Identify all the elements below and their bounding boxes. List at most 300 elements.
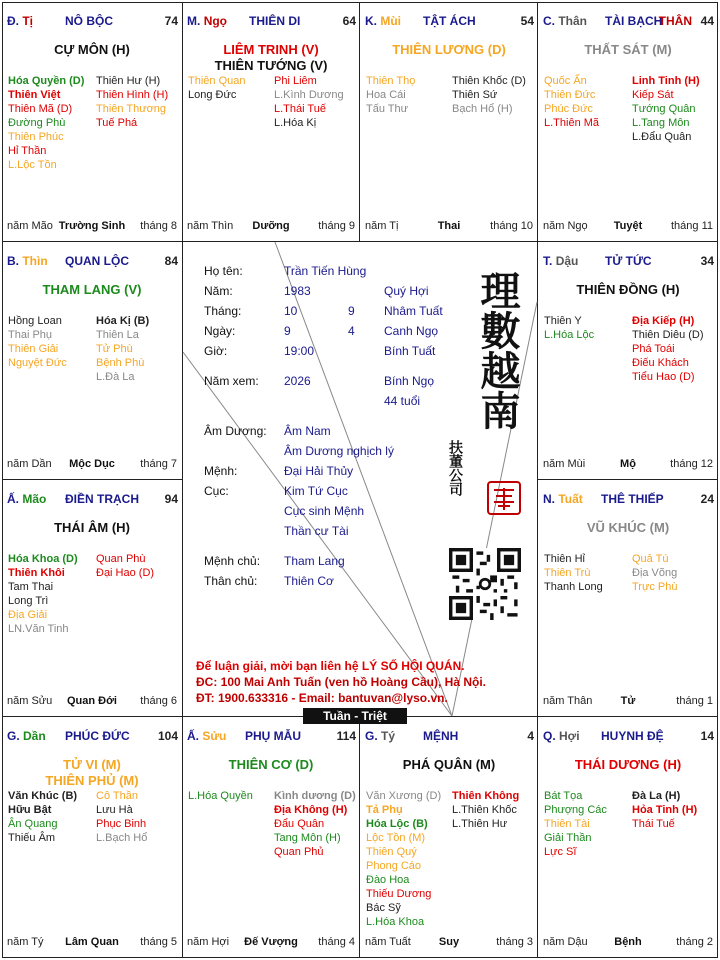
palace-ty bbox=[360, 717, 538, 958]
star-item: Đẩu Quân bbox=[274, 818, 325, 830]
palace-stem-code: N. bbox=[543, 492, 555, 506]
amduong-value: Âm Nam bbox=[284, 424, 331, 438]
star-item: L.Đà La bbox=[96, 371, 135, 383]
star-item: Tả Phụ bbox=[366, 804, 403, 816]
star-item: Thiên Đức bbox=[544, 89, 596, 101]
menh-label: Mệnh: bbox=[204, 464, 238, 478]
star-item: Thiên Khốc (D) bbox=[452, 75, 526, 87]
palace-stem bbox=[7, 729, 46, 743]
palace-branch: Mão bbox=[22, 492, 47, 506]
month-label: tháng 12 bbox=[670, 458, 713, 470]
star-item: Tấu Thư bbox=[366, 103, 409, 115]
hour-canchi: Bính Tuất bbox=[384, 344, 436, 358]
star-item: Bệnh Phù bbox=[96, 357, 145, 369]
star-item: Thiên Hư (H) bbox=[96, 75, 161, 87]
star-item: Thiên Hình (H) bbox=[96, 89, 169, 101]
star-item: Thiên Diêu (D) bbox=[632, 329, 704, 341]
palace-footer bbox=[543, 936, 713, 950]
palace-stem-code: Đ. bbox=[7, 14, 19, 28]
star-item: Tiểu Hao (D) bbox=[632, 371, 695, 383]
palace-ti bbox=[2, 2, 182, 242]
palace-name: HUYNH ĐỆ bbox=[601, 729, 664, 743]
star-item: Phượng Các bbox=[544, 804, 607, 816]
star-item: Hồng Loan bbox=[8, 315, 62, 327]
palace-name: MỆNH bbox=[423, 729, 459, 743]
stars-right bbox=[632, 314, 704, 384]
stars-left bbox=[544, 314, 594, 342]
star-item: Quốc Ấn bbox=[544, 75, 587, 87]
star-item: Hóa Quyền (D) bbox=[8, 75, 85, 87]
contact-line-1: Để luận giải, mời bạn liên hệ LÝ SỐ HỘI QUÁN. bbox=[196, 659, 465, 673]
star-item: Bác Sỹ bbox=[366, 902, 401, 914]
month-label: tháng 2 bbox=[676, 936, 713, 948]
stars-left bbox=[188, 789, 253, 803]
palace-branch: Tị bbox=[22, 14, 34, 28]
stars-left bbox=[366, 789, 441, 929]
star-item: Thiên Trù bbox=[544, 567, 591, 579]
palace-name: PHỤ MẪU bbox=[245, 729, 301, 743]
palace-footer bbox=[7, 220, 177, 234]
star-item: Điếu Khách bbox=[632, 357, 689, 369]
star-item: Long Trì bbox=[8, 595, 49, 607]
star-item: L.Thiên Khốc bbox=[452, 804, 517, 816]
star-item: L.Tang Môn bbox=[632, 117, 690, 129]
palace-header bbox=[7, 492, 178, 508]
life-stage: Tử bbox=[620, 695, 636, 707]
age-value: 44 tuổi bbox=[384, 394, 421, 408]
star-item: Bát Tọa bbox=[544, 790, 583, 802]
star-item: Địa Giải bbox=[8, 609, 48, 621]
calligraphy-logo bbox=[468, 270, 521, 446]
life-stage: Suy bbox=[438, 936, 460, 948]
palace-branch: Mùi bbox=[380, 14, 402, 28]
star-item: Địa Kiếp (H) bbox=[632, 315, 695, 327]
month-label: tháng 11 bbox=[670, 220, 713, 232]
palace-footer bbox=[187, 936, 355, 950]
palace-name: TỬ TỨC bbox=[605, 254, 652, 268]
year-label: năm Thân bbox=[543, 695, 593, 707]
stars-left bbox=[188, 74, 245, 102]
palace-mao bbox=[2, 480, 182, 717]
life-stage: Trường Sinh bbox=[58, 220, 126, 232]
main-star: TỬ VI (M) bbox=[63, 757, 121, 772]
star-item: Tướng Quân bbox=[632, 103, 696, 115]
palace-header bbox=[7, 14, 178, 30]
palace-stem bbox=[543, 14, 587, 28]
main-star: THẤT SÁT (M) bbox=[584, 42, 672, 57]
palace-header bbox=[365, 729, 534, 745]
star-item: Hữu Bật bbox=[8, 804, 52, 816]
star-item: Tử Phù bbox=[96, 343, 133, 355]
stars-left bbox=[8, 314, 67, 370]
year-label: năm Tuất bbox=[365, 936, 411, 948]
palace-stem-code: G. bbox=[365, 729, 378, 743]
star-item: Đại Hao (D) bbox=[96, 567, 155, 579]
main-star: THIÊN TƯỚNG (V) bbox=[214, 58, 328, 73]
month-label: tháng 7 bbox=[140, 458, 177, 470]
stars-left bbox=[366, 74, 415, 116]
star-item: Cô Thần bbox=[96, 790, 138, 802]
palace-number: 64 bbox=[342, 14, 356, 28]
star-item: Long Đức bbox=[188, 89, 237, 101]
day-solar: 9 bbox=[284, 324, 291, 338]
palace-stem bbox=[7, 254, 48, 268]
palace-stem-code: T. bbox=[543, 254, 553, 268]
stars-left bbox=[8, 552, 78, 636]
palace-number: 84 bbox=[164, 254, 178, 268]
palace-header bbox=[7, 729, 178, 745]
day-lunar: 4 bbox=[348, 324, 355, 338]
palace-name: QUAN LỘC bbox=[65, 254, 129, 268]
star-item: Thiên Không bbox=[452, 790, 520, 802]
view-year-value: 2026 bbox=[284, 374, 311, 388]
month-label: tháng 10 bbox=[490, 220, 533, 232]
palace-number: 54 bbox=[520, 14, 534, 28]
amduong-note: Âm Dương nghịch lý bbox=[284, 444, 394, 458]
palace-stem bbox=[365, 729, 395, 743]
palace-footer bbox=[543, 695, 713, 709]
star-item: Lực Sĩ bbox=[544, 846, 577, 858]
palace-footer bbox=[543, 458, 713, 472]
palace-suu bbox=[182, 717, 360, 958]
star-item: L.Thiên Mã bbox=[544, 117, 600, 129]
cuc-value: Kim Tứ Cục bbox=[284, 484, 348, 498]
main-star: VŨ KHÚC (M) bbox=[586, 520, 670, 535]
month-label: tháng 1 bbox=[676, 695, 713, 707]
palace-name: THÊ THIẾP bbox=[601, 492, 664, 506]
stars-left bbox=[8, 74, 84, 172]
palace-footer bbox=[7, 695, 177, 709]
view-year-canchi: Bính Ngọ bbox=[384, 374, 435, 388]
palace-thin bbox=[2, 242, 182, 480]
name-label: Họ tên: bbox=[204, 264, 243, 278]
life-stage: Tuyệt bbox=[613, 220, 643, 232]
star-item: Hỉ Thần bbox=[8, 145, 47, 157]
palace-number: 4 bbox=[527, 729, 534, 743]
palace-stem-code: M. bbox=[187, 14, 201, 28]
star-item: L.Hóa Khoa bbox=[366, 916, 425, 928]
star-item: L.Kình Dương bbox=[274, 89, 344, 101]
star-item: L.Thái Tuế bbox=[274, 103, 326, 115]
palace-name: NÔ BỘC bbox=[65, 14, 113, 28]
star-item: Quả Tú bbox=[632, 553, 669, 565]
palace-hoi bbox=[538, 717, 718, 958]
palace-stem-code: G. bbox=[7, 729, 20, 743]
year-label: năm Mão bbox=[7, 220, 53, 232]
palace-stem-code: Ấ. bbox=[7, 492, 19, 506]
star-item: Thai Phụ bbox=[8, 329, 53, 341]
star-item: Thiên Quý bbox=[366, 846, 417, 858]
main-star: THIÊN PHỦ (M) bbox=[45, 773, 139, 788]
palace-header bbox=[543, 729, 714, 745]
cuc-note1: Cục sinh Mệnh bbox=[284, 504, 365, 518]
palace-number: 114 bbox=[336, 729, 356, 743]
star-item: Ân Quang bbox=[8, 818, 58, 830]
palace-branch: Dần bbox=[23, 729, 46, 743]
star-item: Phong Cáo bbox=[366, 860, 422, 872]
star-item: Thái Tuế bbox=[632, 818, 675, 830]
star-item: Hoa Cái bbox=[366, 89, 406, 101]
palace-branch: Thân bbox=[558, 14, 588, 28]
month-label: tháng 8 bbox=[140, 220, 177, 232]
palace-number: 104 bbox=[157, 729, 178, 743]
star-item: Kình dương (D) bbox=[274, 790, 356, 802]
amduong-label: Âm Dương: bbox=[204, 424, 267, 438]
palace-number: 74 bbox=[164, 14, 178, 28]
star-item: Đào Hoa bbox=[366, 874, 410, 886]
seal-small-text: 扶董公司 bbox=[447, 440, 463, 496]
star-item: Thiên Giải bbox=[8, 343, 59, 355]
than-marker: THÂN bbox=[658, 14, 692, 28]
palace-footer bbox=[365, 220, 533, 234]
menh-value: Đại Hải Thủy bbox=[284, 464, 354, 478]
palace-stem bbox=[7, 492, 46, 506]
year-label: năm Dậu bbox=[543, 936, 588, 948]
star-item: Trực Phù bbox=[632, 581, 678, 593]
palace-name: ĐIỀN TRẠCH bbox=[65, 492, 139, 506]
palace-stem bbox=[543, 729, 580, 743]
main-star: THIÊN ĐỒNG (H) bbox=[576, 282, 680, 297]
stars-right bbox=[632, 789, 697, 831]
palace-stem bbox=[187, 729, 226, 743]
star-item: Hóa Kị (B) bbox=[96, 315, 150, 327]
life-stage: Mộ bbox=[620, 458, 636, 470]
stars-right bbox=[274, 74, 344, 130]
palace-header bbox=[187, 729, 356, 745]
life-stage: Lâm Quan bbox=[65, 936, 119, 948]
year-label: năm Sửu bbox=[7, 695, 53, 707]
life-stage: Mộc Dục bbox=[69, 458, 115, 470]
star-item: Tang Môn (H) bbox=[274, 832, 341, 844]
star-item: Giải Thần bbox=[544, 832, 592, 844]
stars-right bbox=[96, 552, 154, 580]
life-stage: Đế Vượng bbox=[244, 936, 298, 948]
month-solar: 10 bbox=[284, 304, 298, 318]
main-star: THÁI DƯƠNG (H) bbox=[574, 757, 682, 772]
name-value: Trần Tiến Hùng bbox=[284, 264, 367, 278]
palace-branch: Thìn bbox=[22, 254, 48, 268]
star-item: Thanh Long bbox=[544, 581, 603, 593]
red-seal-icon bbox=[486, 480, 522, 516]
palace-number: 44 bbox=[700, 14, 714, 28]
palace-mui bbox=[360, 2, 538, 242]
star-item: LN.Văn Tinh bbox=[8, 623, 69, 635]
palace-name: THIÊN DI bbox=[249, 14, 301, 28]
palace-than bbox=[538, 2, 718, 242]
main-star: THIÊN LƯƠNG (D) bbox=[392, 42, 506, 57]
star-item: Linh Tinh (H) bbox=[632, 75, 700, 87]
palace-footer bbox=[7, 458, 177, 472]
cuc-label: Cục: bbox=[204, 484, 229, 498]
menh-chu-value: Tham Lang bbox=[284, 554, 345, 568]
palace-stem bbox=[543, 492, 583, 506]
month-lunar: 9 bbox=[348, 304, 355, 318]
star-item: Thiên Hỉ bbox=[544, 553, 585, 565]
tuan-triet-label: Tuần - Triệt bbox=[303, 708, 407, 724]
palace-branch: Sửu bbox=[202, 729, 227, 743]
seal-text bbox=[446, 440, 464, 501]
year-label: năm Tý bbox=[7, 936, 44, 948]
palace-branch: Tuất bbox=[558, 492, 583, 506]
palace-header bbox=[365, 14, 534, 30]
star-item: L.Đẩu Quân bbox=[632, 131, 692, 143]
star-item: Thiên Y bbox=[544, 315, 582, 327]
main-star: LIÊM TRINH (V) bbox=[223, 42, 319, 57]
star-item: Văn Xương (D) bbox=[366, 790, 442, 802]
star-item: L.Lộc Tồn bbox=[8, 159, 57, 171]
star-item: Quan Phù bbox=[96, 553, 146, 565]
life-stage: Dưỡng bbox=[252, 220, 290, 232]
contact-line-3: ĐT: 1900.633316 - Email: bantuvan@lyso.vn. bbox=[196, 691, 448, 705]
cuc-note2: Thần cư Tài bbox=[284, 524, 349, 538]
star-item: Địa Võng bbox=[632, 567, 678, 579]
star-item: Thiên La bbox=[96, 329, 139, 341]
palace-branch: Tý bbox=[381, 729, 396, 743]
life-stage: Quan Đới bbox=[67, 695, 117, 707]
palace-stem bbox=[7, 14, 33, 28]
star-item: Bạch Hổ (H) bbox=[452, 103, 513, 115]
palace-name: TÀI BẠCH bbox=[605, 14, 663, 28]
star-item: Kiếp Sát bbox=[632, 89, 674, 101]
star-item: Tam Thai bbox=[8, 581, 54, 593]
month-label: tháng 4 bbox=[318, 936, 355, 948]
life-stage: Bệnh bbox=[614, 936, 642, 948]
star-item: Đường Phù bbox=[8, 117, 66, 129]
than-chu-value: Thiên Cơ bbox=[284, 574, 334, 588]
star-item: Thiên Tài bbox=[544, 818, 590, 830]
than-chu-label: Thân chủ: bbox=[204, 574, 258, 588]
palace-footer bbox=[543, 220, 713, 234]
star-item: Thiên Khôi bbox=[8, 567, 65, 579]
star-item: Hóa Khoa (D) bbox=[8, 553, 78, 565]
palace-stem bbox=[365, 14, 401, 28]
palace-tuat bbox=[538, 480, 718, 717]
palace-number: 24 bbox=[700, 492, 714, 506]
star-item: Thiên Thọ bbox=[366, 75, 416, 87]
palace-ngo bbox=[182, 2, 360, 242]
star-item: L.Hóa Quyền bbox=[188, 790, 253, 802]
star-item: Thiên Việt bbox=[8, 89, 61, 101]
year-label: năm Thìn bbox=[187, 220, 234, 232]
palace-header bbox=[187, 14, 356, 30]
hour-label: Giờ: bbox=[204, 344, 228, 358]
view-year-label: Năm xem: bbox=[204, 374, 259, 388]
stars-right bbox=[96, 314, 149, 384]
month-canchi: Nhâm Tuất bbox=[384, 304, 443, 318]
palace-stem-code: K. bbox=[365, 14, 377, 28]
year-label: năm Tị bbox=[365, 220, 399, 232]
calligraphy-text: 理數越南 bbox=[474, 270, 521, 430]
stars-left bbox=[544, 552, 603, 594]
star-item: Thiên Sứ bbox=[452, 89, 498, 101]
star-item: Văn Khúc (B) bbox=[8, 790, 78, 802]
main-star: PHÁ QUÂN (M) bbox=[402, 757, 496, 772]
palace-header bbox=[543, 492, 714, 508]
year-label: năm Ngọ bbox=[543, 220, 588, 232]
star-item: Thiên Phúc bbox=[8, 131, 64, 143]
star-item: Phi Liêm bbox=[274, 75, 317, 87]
star-item: Quan Phủ bbox=[274, 846, 324, 858]
stars-right bbox=[96, 74, 168, 130]
main-star: THIÊN CƠ (D) bbox=[228, 757, 314, 772]
star-item: Tuế Phá bbox=[96, 117, 138, 129]
main-star: THÁI ÂM (H) bbox=[54, 520, 130, 535]
palace-name: TẬT ÁCH bbox=[423, 14, 476, 28]
star-item: Nguyệt Đức bbox=[8, 357, 67, 369]
palace-stem bbox=[543, 254, 578, 268]
palace-header bbox=[543, 254, 714, 270]
month-label: tháng 6 bbox=[140, 695, 177, 707]
day-canchi: Canh Ngọ bbox=[384, 324, 439, 338]
hour-value: 19:00 bbox=[284, 344, 315, 358]
palace-footer bbox=[7, 936, 177, 950]
palace-number: 34 bbox=[700, 254, 714, 268]
star-item: Hóa Lộc (B) bbox=[366, 818, 428, 830]
stars-right bbox=[452, 74, 526, 116]
star-item: Phục Binh bbox=[96, 818, 147, 830]
star-item: Thiếu Dương bbox=[366, 888, 432, 900]
menh-chu-label: Mệnh chủ: bbox=[204, 554, 261, 568]
main-star: THAM LANG (V) bbox=[42, 282, 142, 297]
star-item: L.Hóa Lộc bbox=[544, 329, 595, 341]
palace-dau bbox=[538, 242, 718, 480]
star-item: Phúc Đức bbox=[544, 103, 593, 115]
qr-code-icon bbox=[449, 548, 521, 620]
stars-right bbox=[452, 789, 519, 831]
stars-left bbox=[544, 789, 607, 859]
palace-stem-code: B. bbox=[7, 254, 19, 268]
star-item: L.Bạch Hổ bbox=[96, 832, 148, 844]
stars-left bbox=[8, 789, 77, 845]
palace-stem-code: Q. bbox=[543, 729, 556, 743]
stars-left bbox=[544, 74, 599, 130]
star-item: Lưu Hà bbox=[96, 804, 133, 816]
star-item: Thiếu Âm bbox=[8, 832, 56, 844]
palace-header bbox=[543, 14, 714, 30]
star-item: Thiên Thương bbox=[96, 103, 167, 115]
star-item: Hỏa Tinh (H) bbox=[632, 804, 698, 816]
year-label: năm Hợi bbox=[187, 936, 230, 948]
stars-right bbox=[274, 789, 356, 859]
month-label: Tháng: bbox=[204, 304, 242, 318]
life-stage: Thai bbox=[437, 220, 461, 232]
contact-line-2: ĐC: 100 Mai Anh Tuấn (ven hồ Hoàng Cầu), Hà Nội. bbox=[196, 675, 487, 689]
palace-branch: Ngọ bbox=[203, 14, 228, 28]
star-item: L.Hóa Kị bbox=[274, 117, 317, 129]
day-label: Ngày: bbox=[204, 324, 236, 338]
palace-stem-code: Ấ. bbox=[187, 729, 199, 743]
palace-footer bbox=[187, 220, 355, 234]
year-label: Năm: bbox=[204, 284, 233, 298]
month-label: tháng 9 bbox=[318, 220, 355, 232]
stars-right bbox=[632, 552, 677, 594]
palace-number: 94 bbox=[164, 492, 178, 506]
palace-number: 14 bbox=[700, 729, 714, 743]
main-star: CỰ MÔN (H) bbox=[54, 42, 130, 57]
palace-branch: Dậu bbox=[555, 254, 579, 268]
year-value: 1983 bbox=[284, 284, 311, 298]
star-item: Đà La (H) bbox=[632, 790, 681, 802]
palace-dan bbox=[2, 717, 182, 958]
star-item: L.Thiên Hư bbox=[452, 818, 508, 830]
year-label: năm Dần bbox=[7, 458, 52, 470]
palace-header bbox=[7, 254, 178, 270]
palace-footer bbox=[365, 936, 533, 950]
star-item: Lộc Tồn (M) bbox=[366, 832, 426, 844]
year-label: năm Mùi bbox=[543, 458, 586, 470]
stars-right bbox=[632, 74, 700, 144]
palace-stem-code: C. bbox=[543, 14, 555, 28]
